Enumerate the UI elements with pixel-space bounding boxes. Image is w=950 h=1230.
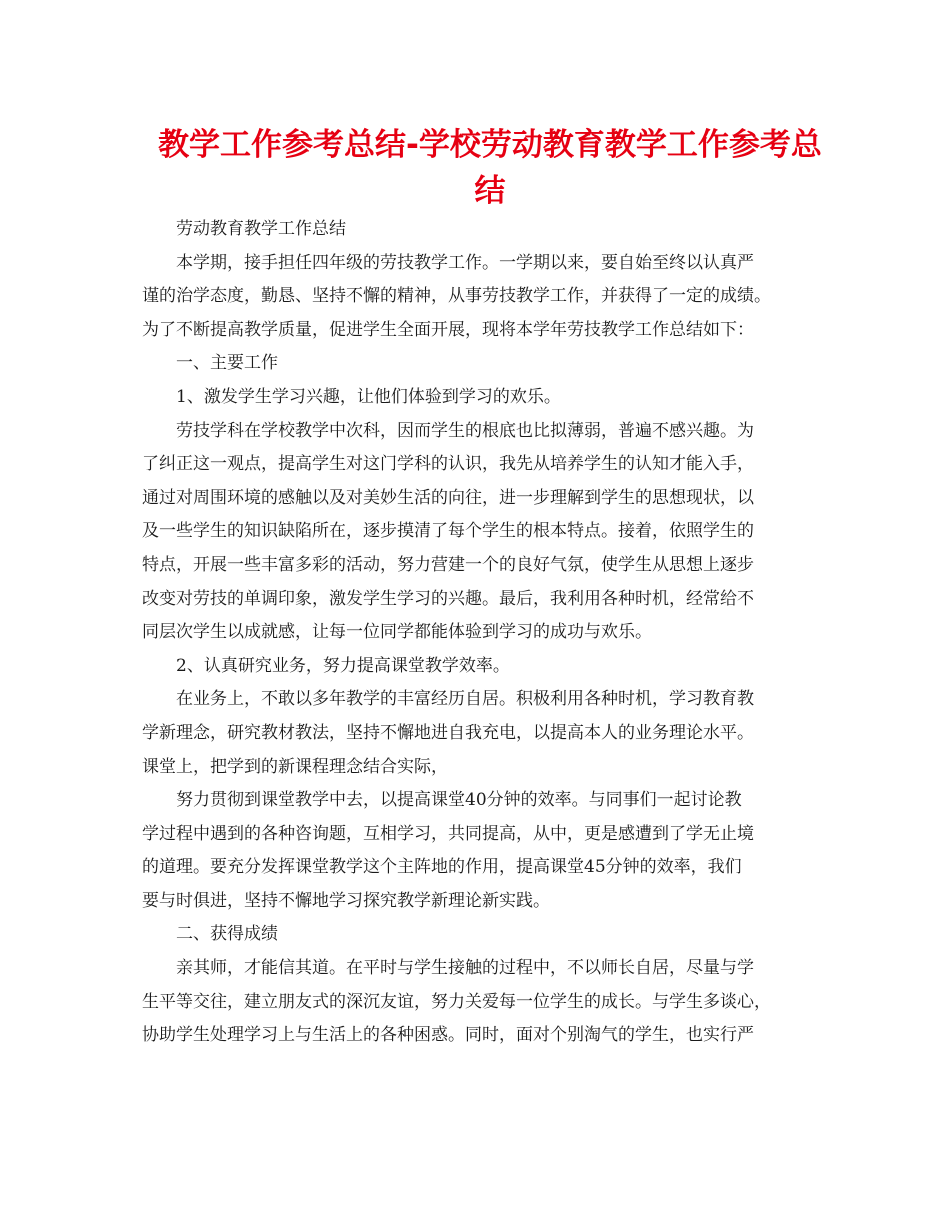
text-line: 要与时俱进，坚持不懈地学习探究教学新理论新实践。: [142, 890, 550, 911]
text-line: 劳技学科在学校教学中次科，因而学生的根底也比拟薄弱，普遍不感兴趣。为: [176, 420, 754, 441]
title-line: 结: [474, 173, 506, 209]
text-line: 改变对劳技的单调印象，激发学生学习的兴趣。最后，我利用各种时机，经常给不: [142, 588, 754, 609]
text-line: 了纠正这一观点，提高学生对这门学科的认识，我先从培养学生的认知才能入手，: [142, 454, 754, 475]
text-line: 通过对周围环境的感触以及对美妙生活的向往，进一步理解到学生的思想现状，以: [142, 487, 754, 508]
text-line: 本学期，接手担任四年级的劳技教学工作。一学期以来，要自始至终以认真严: [176, 252, 754, 273]
section-heading: [142, 347, 822, 381]
text-line: 学过程中遇到的各种咨询题，互相学习，共同提高，从中，更是感遭到了学无止境: [142, 823, 754, 844]
text-line: 生平等交往，建立朋友式的深沉友谊，努力关爱每一位学生的成长。与学生多谈心，: [142, 991, 771, 1012]
text-line: 在业务上，不敢以多年教学的丰富经历自居。积极利用各种时机，学习教育教: [176, 689, 754, 710]
text-line: 1、激发学生学习兴趣，让他们体验到学习的欢乐。: [176, 386, 561, 407]
text-line: 学新理念，研究教材教法，坚持不懈地进自我充电，以提高本人的业务理论水平。: [142, 722, 754, 743]
text-line: 为了不断提高教学质量，促进学生全面开展，现将本学年劳技教学工作总结如下：: [142, 319, 754, 340]
text-line: 谨的治学态度，勤恳、坚持不懈的精神，从事劳技教学工作，并获得了一定的成绩。: [142, 286, 771, 307]
section-heading: [142, 918, 822, 952]
paragraph: [142, 415, 822, 650]
subsection-heading: [142, 650, 822, 684]
text-line: 努力贯彻到课堂教学中去，以提高课堂40分钟的效率。与同事们一起讨论教: [176, 790, 742, 811]
paragraph: [142, 952, 822, 1053]
paragraph: [142, 213, 822, 247]
document-title: [120, 122, 860, 214]
text-line: 一、主要工作: [176, 353, 278, 374]
paragraph: [142, 683, 822, 784]
text-line: 2、认真研究业务，努力提高课堂教学效率。: [176, 655, 510, 676]
paragraph: [142, 247, 822, 348]
text-line: 同层次学生以成就感，让每一位同学都能体验到学习的成功与欢乐。: [142, 622, 652, 643]
text-line: 及一些学生的知识缺陷所在，逐步摸清了每个学生的根本特点。接着，依照学生的: [142, 521, 754, 542]
document-body: [142, 213, 822, 1053]
text-line: 二、获得成绩: [176, 924, 278, 945]
paragraph: [142, 784, 822, 918]
text-line: 协助学生处理学习上与生活上的各种困惑。同时，面对个别淘气的学生，也实行严: [142, 1025, 754, 1046]
text-line: 劳动教育教学工作总结: [176, 219, 346, 239]
subsection-heading: [142, 381, 822, 415]
text-line: 亲其师，才能信其道。在平时与学生接触的过程中，不以师长自居，尽量与学: [176, 958, 754, 979]
text-line: 特点，开展一些丰富多彩的活动，努力营建一个的良好气氛，使学生从思想上逐步: [142, 554, 754, 575]
text-line: 课堂上，把学到的新课程理念结合实际，: [142, 756, 448, 777]
text-line: 的道理。要充分发挥课堂教学这个主阵地的作用，提高课堂45分钟的效率，我们: [142, 857, 742, 878]
title-line: 教学工作参考总结-学校劳动教育教学工作参考总: [158, 127, 822, 163]
